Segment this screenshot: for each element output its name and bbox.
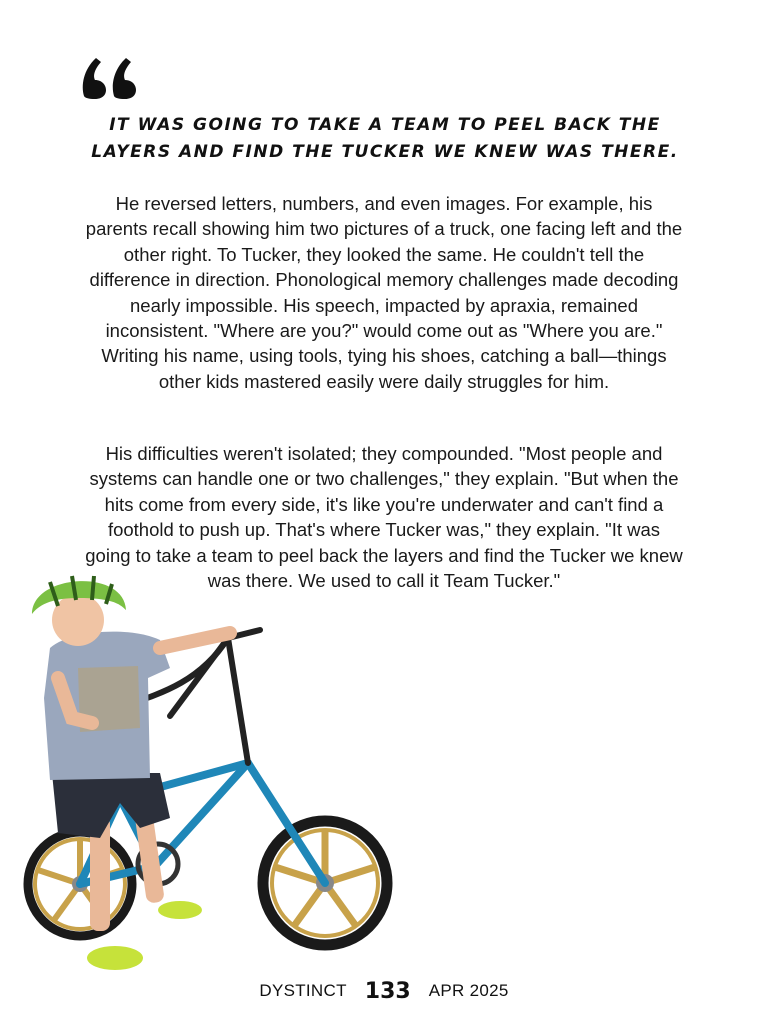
page-footer: [0, 976, 768, 1006]
issue-date: APR 2025: [428, 981, 509, 1000]
left-shoe: [87, 946, 143, 970]
body-paragraph-1: He reversed letters, numbers, and even images. For example, his parents recall showing him two pictures of a truck, one facing left and the other right. To Tucker, they looked the same. He couldn't tell the difference in direction. Phonological memory challenges made decoding nearly impossible. His speech, impacted by apraxia, remained inconsistent. "Where are you?" would come out as "Where you are." Writing his name, using tools, tying his shoes, catching a ball—things other kids mastered easily were daily struggles for him.: [85, 193, 683, 392]
boy-on-bike-photo: [20, 548, 410, 988]
right-shoe: [158, 901, 202, 919]
pull-quote-line-1: IT WAS GOING TO TAKE A TEAM TO PEEL BACK THE: [109, 115, 661, 135]
pull-quote: [90, 112, 680, 166]
boy-face: [52, 594, 104, 646]
body-paragraph-2: His difficulties weren't isolated; they compounded. "Most people and systems can handle one or two challenges," they explain. "But when the hits come from every side, it's like you're underwater and can't find a foothold to push up. That's where Tucker was," they explain. "It was going to take a team to peel back the layers and find the Tucker we knew was there. We used to call it Team Tucker.": [85, 443, 683, 592]
magazine-name: DYSTINCT: [259, 981, 347, 1000]
pull-quote-line-2: LAYERS AND FIND THE TUCKER WE KNEW WAS THERE.: [91, 142, 679, 162]
quotation-mark-icon: [80, 52, 140, 100]
page-number: 133: [364, 978, 411, 1004]
